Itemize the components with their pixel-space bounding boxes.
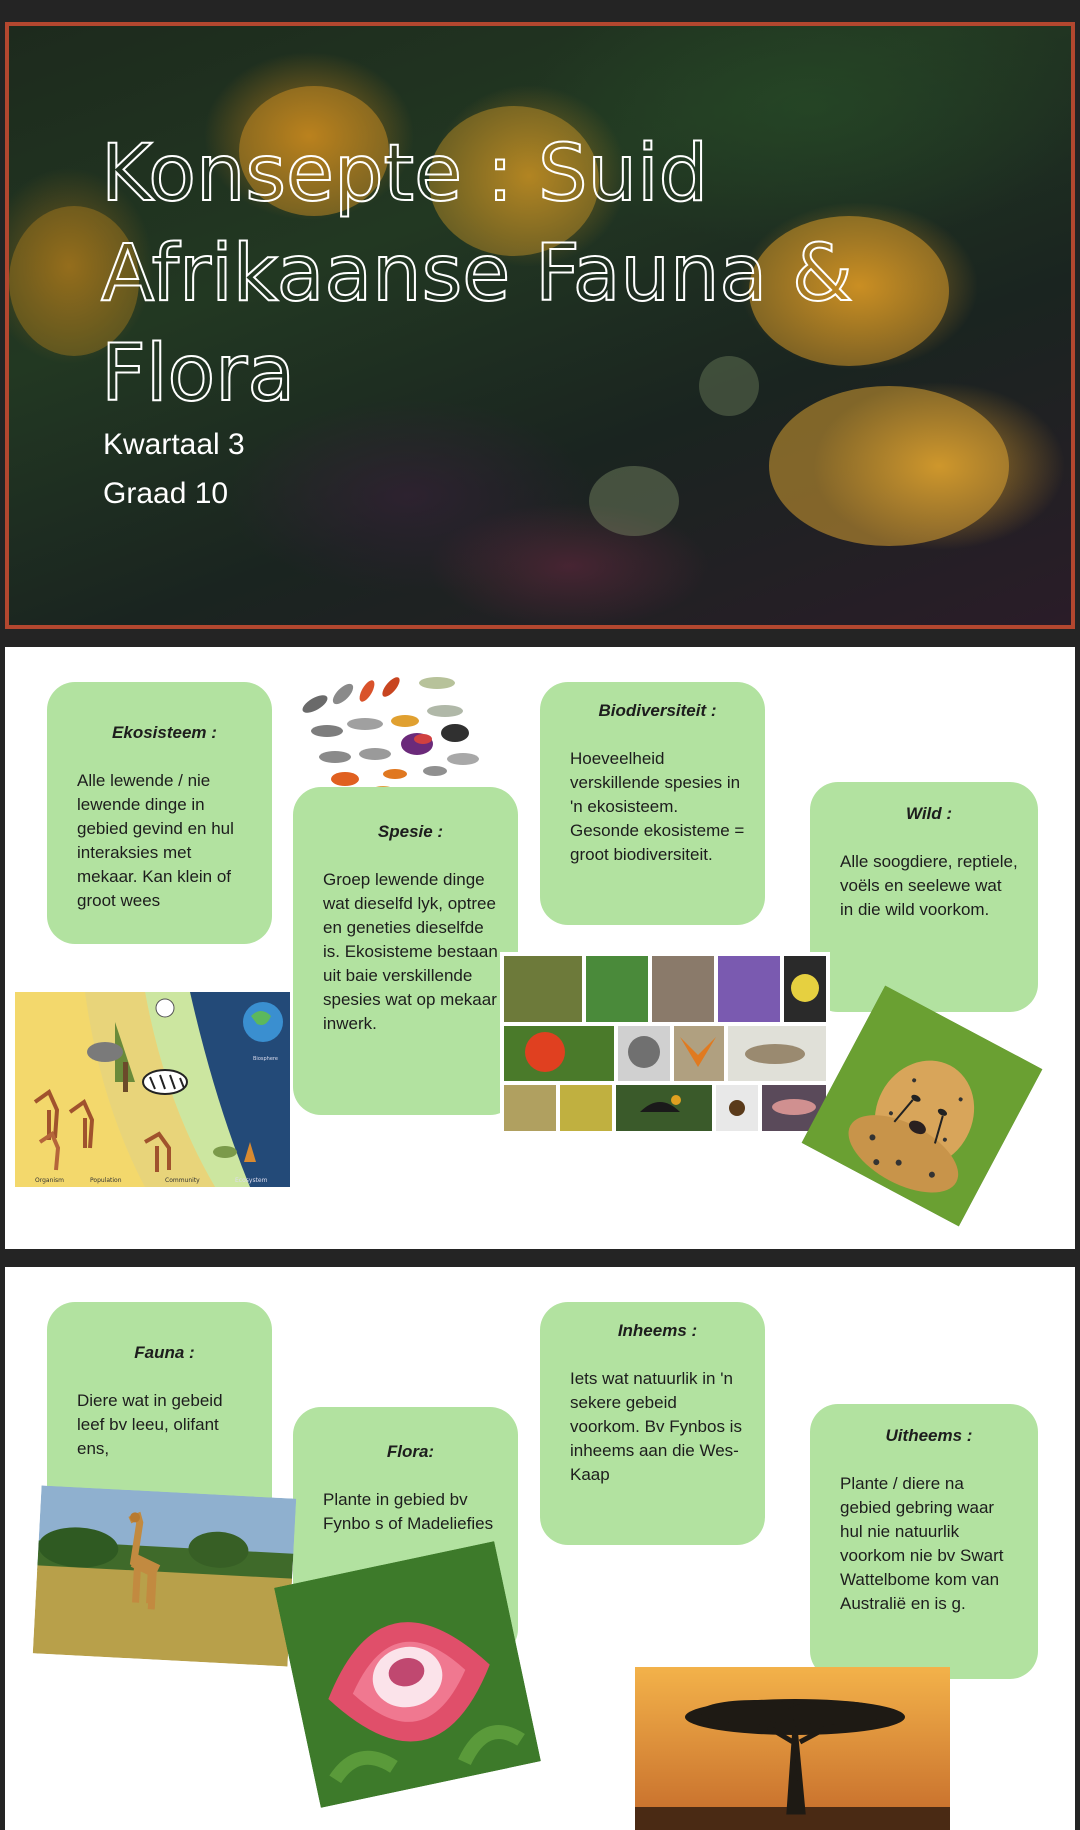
card-title: Ekosisteem : xyxy=(112,723,217,742)
card-title: Inheems : xyxy=(617,1321,698,1340)
acacia-tree-image xyxy=(635,1667,950,1830)
title-slide xyxy=(5,22,1075,629)
giraffe-image xyxy=(33,1485,296,1666)
page-title: Konsepte : Suid Afrikaanse Fauna & Flora xyxy=(101,129,853,419)
illustration-label: Community xyxy=(165,1177,200,1184)
card-inheems xyxy=(540,1302,765,1545)
grade-label: Graad 10 xyxy=(103,477,229,510)
illustration-label: Biosphere xyxy=(253,1056,278,1062)
card-title: Biodiversiteit : xyxy=(598,701,717,720)
illustration-label: Organism xyxy=(35,1177,65,1184)
card-title: Spesie : xyxy=(377,822,444,841)
card-biodiversiteit xyxy=(540,682,765,925)
concepts-slide-1 xyxy=(5,647,1075,1249)
card-body: Iets wat natuurlik in 'n sekere gebeid voorkom. Bv Fynbos is inheems aan die Wes-Kaap xyxy=(570,1369,742,1484)
card-title: Fauna : xyxy=(134,1343,195,1362)
card-body: Alle soogdiere, reptiele, voëls en seelewe wat in die wild voorkom. xyxy=(840,852,1018,919)
card-body: Diere wat in gebeid leef bv leeu, olifant ens, xyxy=(77,1391,223,1458)
concepts-slide-2 xyxy=(5,1267,1075,1830)
biodiversity-collage-image xyxy=(500,952,830,1135)
card-body: Groep lewende dinge wat dieselfd lyk, optree en geneties dieselfde is. Ekosisteme bestaan uit baie verskillende spesies wat op mekaar inwerk. xyxy=(323,870,498,1033)
protea-flower-image xyxy=(274,1541,541,1808)
card-body: Plante in gebied bv Fynbo s of Madeliefies xyxy=(323,1490,494,1533)
card-body: Plante / diere na gebied gebring waar hul nie natuurlik voorkom nie bv Swart Wattelbome kom van Australië en is g. xyxy=(840,1474,1004,1613)
card-title: Flora: xyxy=(386,1442,435,1461)
card-body: Alle lewende / nie lewende dinge in gebied gevind en hul interaksies met mekaar. Kan klein of groot wees xyxy=(77,771,234,910)
card-spesie xyxy=(293,787,518,1115)
illustration-label: Ecosystem xyxy=(235,1177,268,1184)
ecosystem-levels-illustration xyxy=(15,992,290,1187)
card-title: Wild : xyxy=(905,804,953,823)
card-uitheems xyxy=(810,1404,1038,1679)
card-wild xyxy=(810,782,1038,1012)
flower-bud-image xyxy=(589,466,679,536)
card-ekosisteem xyxy=(47,682,272,944)
cheetah-image xyxy=(802,986,1043,1227)
illustration-label: Population xyxy=(90,1177,122,1184)
term-label: Kwartaal 3 xyxy=(103,428,245,461)
card-title: Uitheems : xyxy=(885,1426,973,1445)
card-body: Hoeveelheid verskillende spesies in 'n ekosisteem. Gesonde ekosisteme = groot biodiversiteit. xyxy=(570,749,745,864)
fish-species-image xyxy=(295,669,485,799)
